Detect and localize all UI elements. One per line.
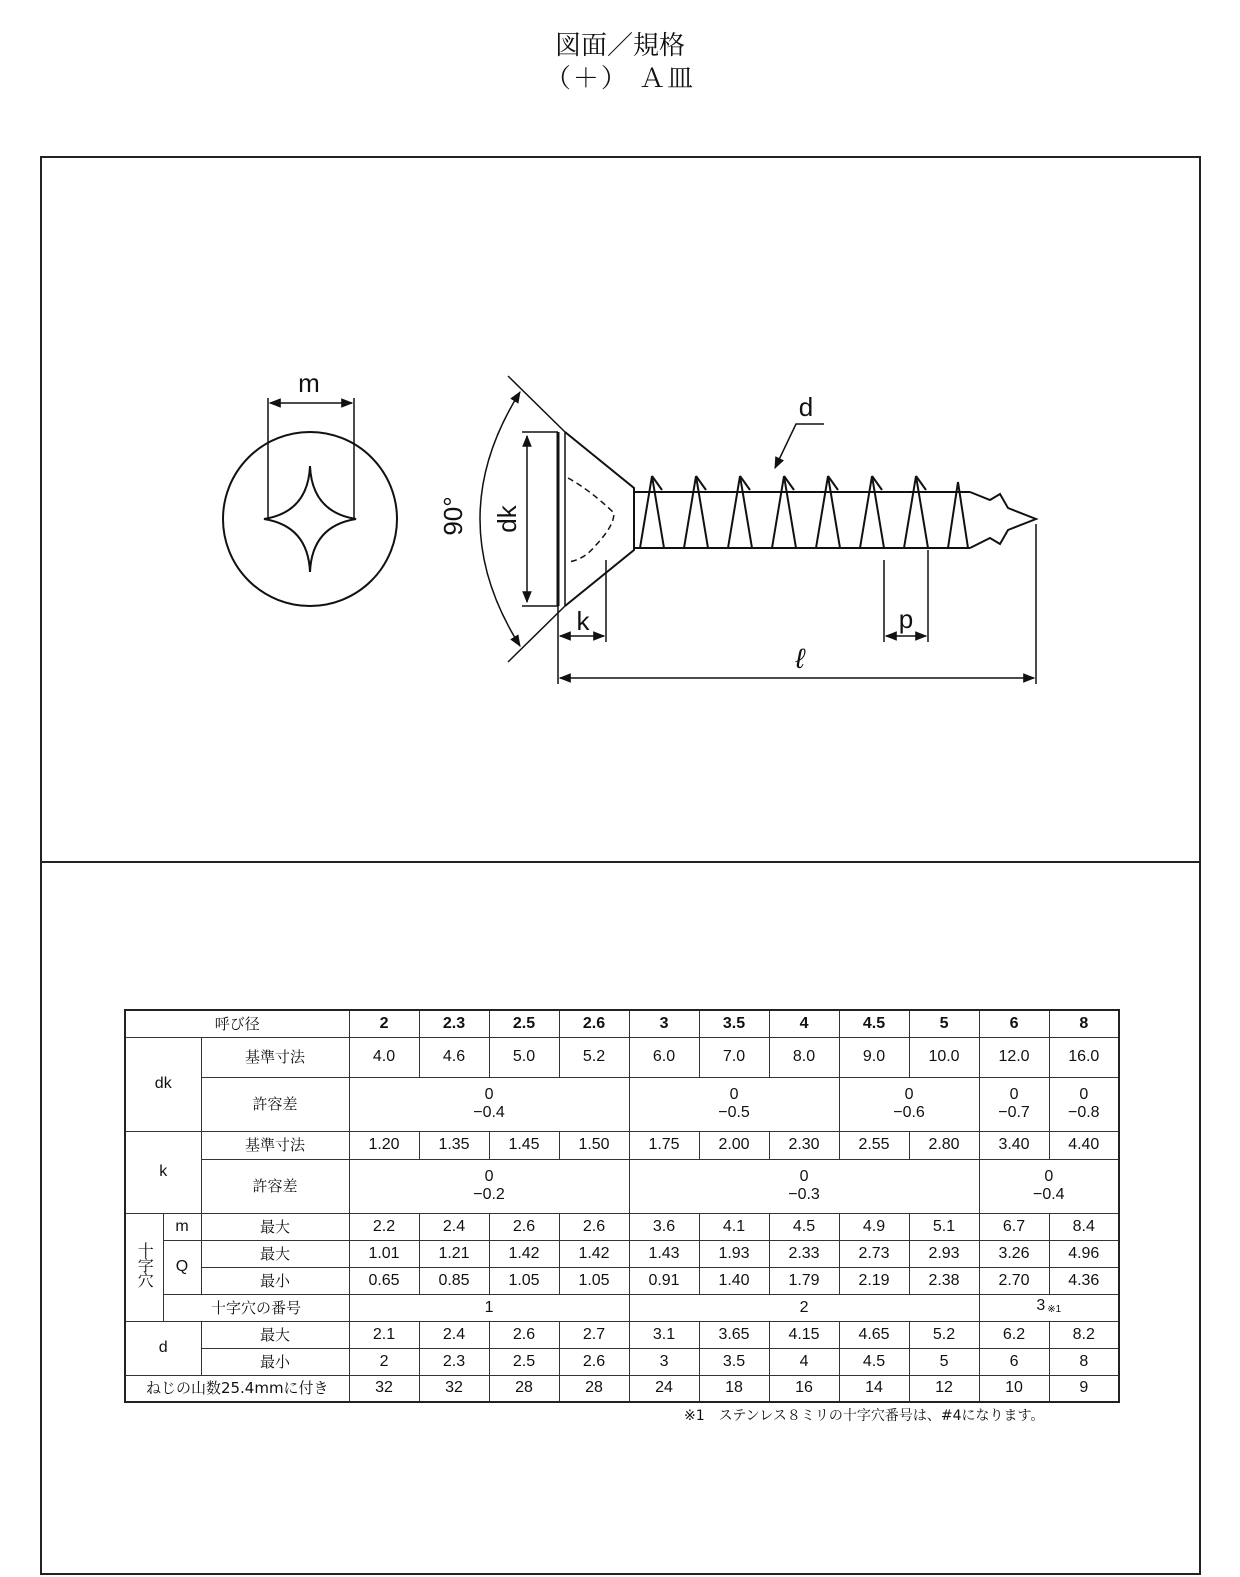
q-max-cell: 4.96 [1049, 1240, 1119, 1267]
q-max-cell: 1.42 [559, 1240, 629, 1267]
k-nominal-cell: 2.00 [699, 1131, 769, 1159]
dk-nominal-cell: 6.0 [629, 1037, 699, 1077]
m-dimension-label: m [298, 368, 320, 398]
d-min-cell: 2.3 [419, 1348, 489, 1375]
m-max-cell: 2.6 [489, 1213, 559, 1240]
d-min-cell: 3.5 [699, 1348, 769, 1375]
min-label: 最小 [201, 1348, 349, 1375]
tolerance-lower: −0.3 [788, 1186, 820, 1203]
q-max-cell: 1.01 [349, 1240, 419, 1267]
k-tolerance-cell [979, 1159, 1119, 1213]
q-min-cell: 1.05 [489, 1267, 559, 1294]
q-max-cell: 1.42 [489, 1240, 559, 1267]
tolerance-upper: 0 [484, 1168, 494, 1185]
table-row [125, 1321, 1119, 1348]
threads-cell: 16 [769, 1375, 839, 1402]
k-row-label: k [125, 1131, 201, 1213]
d-min-cell: 4 [769, 1348, 839, 1375]
dk-nominal-cell: 5.2 [559, 1037, 629, 1077]
table-row [125, 1037, 1119, 1077]
threads-cell: 32 [349, 1375, 419, 1402]
threads-cell: 28 [559, 1375, 629, 1402]
d-min-cell: 4.5 [839, 1348, 909, 1375]
threads-cell: 28 [489, 1375, 559, 1402]
d-min-cell: 2.5 [489, 1348, 559, 1375]
dk-nominal-cell: 16.0 [1049, 1037, 1119, 1077]
k-nominal-cell: 2.30 [769, 1131, 839, 1159]
table-row [125, 1077, 1119, 1131]
q-min-cell: 1.79 [769, 1267, 839, 1294]
d-max-cell: 2.7 [559, 1321, 629, 1348]
m-max-cell: 4.5 [769, 1213, 839, 1240]
m-max-cell: 5.1 [909, 1213, 979, 1240]
threads-label: ねじの山数25.4mmに付き [125, 1375, 349, 1402]
d-max-cell: 6.2 [979, 1321, 1049, 1348]
dk-tolerance-cell [629, 1077, 839, 1131]
m-max-cell: 4.9 [839, 1213, 909, 1240]
p-dimension-label: p [898, 604, 914, 634]
k-nominal-cell: 1.50 [559, 1131, 629, 1159]
k-nominal-cell: 4.40 [1049, 1131, 1119, 1159]
d-min-cell: 2 [349, 1348, 419, 1375]
dk-tolerance-label: 許容差 [201, 1077, 349, 1131]
k-tolerance-cell [629, 1159, 979, 1213]
table-row [125, 1240, 1119, 1267]
q-min-cell: 4.36 [1049, 1267, 1119, 1294]
threads-cell: 10 [979, 1375, 1049, 1402]
k-nominal-cell: 1.35 [419, 1131, 489, 1159]
d-max-cell: 2.6 [489, 1321, 559, 1348]
size-cell: 4.5 [839, 1010, 909, 1037]
angle-label: 90° [438, 496, 468, 536]
d-max-cell: 8.2 [1049, 1321, 1119, 1348]
q-max-cell: 2.93 [909, 1240, 979, 1267]
table-row [125, 1159, 1119, 1213]
dk-nominal-cell: 4.6 [419, 1037, 489, 1077]
nominal-diameter-label: 呼び径 [125, 1010, 349, 1037]
size-cell: 6 [979, 1010, 1049, 1037]
d-max-cell: 3.65 [699, 1321, 769, 1348]
q-max-cell: 2.73 [839, 1240, 909, 1267]
d-min-cell: 6 [979, 1348, 1049, 1375]
max-label: 最大 [201, 1321, 349, 1348]
table-row [125, 1010, 1119, 1037]
recess-row-label [125, 1213, 163, 1321]
k-nominal-cell: 2.55 [839, 1131, 909, 1159]
size-cell: 2 [349, 1010, 419, 1037]
tolerance-upper: 0 [1079, 1086, 1089, 1103]
tolerance-lower: −0.4 [473, 1104, 505, 1121]
dk-nominal-cell: 12.0 [979, 1037, 1049, 1077]
max-label: 最大 [201, 1240, 349, 1267]
dk-nominal-cell: 8.0 [769, 1037, 839, 1077]
size-cell: 5 [909, 1010, 979, 1037]
recess-label: 十字穴 [135, 1242, 155, 1287]
q-row-label: Q [163, 1240, 201, 1294]
k-nominal-cell: 2.80 [909, 1131, 979, 1159]
q-min-cell: 2.38 [909, 1267, 979, 1294]
dk-dimension-label: dk [492, 505, 522, 533]
footnote: ※1 ステンレス８ミリの十字穴番号は、#4になります。 [684, 1408, 1045, 1424]
k-tolerance-label: 許容差 [201, 1159, 349, 1213]
page-subtitle: （＋） Ａ皿 [544, 64, 696, 94]
m-max-cell: 3.6 [629, 1213, 699, 1240]
d-max-cell: 5.2 [909, 1321, 979, 1348]
q-min-cell: 1.40 [699, 1267, 769, 1294]
threads-cell: 24 [629, 1375, 699, 1402]
q-max-cell: 2.33 [769, 1240, 839, 1267]
max-label: 最大 [201, 1213, 349, 1240]
size-cell: 3 [629, 1010, 699, 1037]
size-cell: 2.6 [559, 1010, 629, 1037]
k-nominal-label: 基準寸法 [201, 1131, 349, 1159]
tolerance-lower: −0.7 [998, 1104, 1030, 1121]
recess-number-value: 3 [1036, 1296, 1046, 1314]
tolerance-upper: 0 [729, 1086, 739, 1103]
dk-tolerance-cell [1049, 1077, 1119, 1131]
recess-number-cell [979, 1294, 1119, 1321]
screw-side-view [480, 376, 1036, 684]
d-max-cell: 4.65 [839, 1321, 909, 1348]
threads-cell: 32 [419, 1375, 489, 1402]
tolerance-upper: 0 [1044, 1168, 1054, 1185]
d-min-cell: 3 [629, 1348, 699, 1375]
dk-tolerance-cell [349, 1077, 629, 1131]
page-title: 図面／規格 [554, 31, 685, 61]
recess-number-label: 十字穴の番号 [163, 1294, 349, 1321]
threads-cell: 14 [839, 1375, 909, 1402]
tolerance-lower: −0.8 [1067, 1104, 1100, 1121]
dk-nominal-cell: 5.0 [489, 1037, 559, 1077]
size-cell: 4 [769, 1010, 839, 1037]
length-dimension-label: ℓ [795, 643, 805, 674]
q-min-cell: 2.19 [839, 1267, 909, 1294]
table-row [125, 1348, 1119, 1375]
tolerance-lower: −0.6 [893, 1104, 925, 1121]
tolerance-upper: 0 [484, 1086, 494, 1103]
d-max-cell: 4.15 [769, 1321, 839, 1348]
recess-number-cell: 1 [349, 1294, 629, 1321]
k-nominal-cell: 1.45 [489, 1131, 559, 1159]
dk-tolerance-cell [839, 1077, 979, 1131]
size-cell: 2.5 [489, 1010, 559, 1037]
m-max-cell: 8.4 [1049, 1213, 1119, 1240]
table-row [125, 1131, 1119, 1159]
size-cell: 3.5 [699, 1010, 769, 1037]
m-row-label: m [163, 1213, 201, 1240]
tolerance-lower: −0.2 [473, 1186, 505, 1203]
table-row [125, 1294, 1119, 1321]
tolerance-upper: 0 [904, 1086, 914, 1103]
dk-tolerance-cell [979, 1077, 1049, 1131]
head-top-view [223, 398, 397, 606]
table-row [125, 1213, 1119, 1240]
m-max-cell: 6.7 [979, 1213, 1049, 1240]
footnote-mark: ※1 [1047, 1303, 1062, 1315]
q-min-cell: 0.85 [419, 1267, 489, 1294]
dk-nominal-cell: 10.0 [909, 1037, 979, 1077]
q-max-cell: 1.21 [419, 1240, 489, 1267]
table-row [125, 1375, 1119, 1402]
d-min-cell: 5 [909, 1348, 979, 1375]
dk-row-label: dk [125, 1037, 201, 1131]
q-max-cell: 1.43 [629, 1240, 699, 1267]
d-max-cell: 2.1 [349, 1321, 419, 1348]
q-max-cell: 1.93 [699, 1240, 769, 1267]
tolerance-lower: −0.5 [718, 1104, 750, 1121]
threads-cell: 9 [1049, 1375, 1119, 1402]
d-max-cell: 2.4 [419, 1321, 489, 1348]
table-row [125, 1267, 1119, 1294]
tolerance-upper: 0 [799, 1168, 809, 1185]
d-min-cell: 8 [1049, 1348, 1119, 1375]
tolerance-upper: 0 [1009, 1086, 1019, 1103]
m-max-cell: 2.2 [349, 1213, 419, 1240]
tolerance-lower: −0.4 [1032, 1186, 1065, 1203]
size-cell: 8 [1049, 1010, 1119, 1037]
q-min-cell: 2.70 [979, 1267, 1049, 1294]
k-nominal-cell: 1.75 [629, 1131, 699, 1159]
dk-nominal-cell: 7.0 [699, 1037, 769, 1077]
threads-cell: 12 [909, 1375, 979, 1402]
recess-number-cell: 2 [629, 1294, 979, 1321]
d-row-label: d [125, 1321, 201, 1375]
dk-nominal-label: 基準寸法 [201, 1037, 349, 1077]
d-dimension-label: d [798, 392, 814, 422]
q-min-cell: 0.65 [349, 1267, 419, 1294]
q-min-cell: 0.91 [629, 1267, 699, 1294]
size-cell: 2.3 [419, 1010, 489, 1037]
q-min-cell: 1.05 [559, 1267, 629, 1294]
k-dimension-label: k [576, 606, 590, 636]
m-max-cell: 2.6 [559, 1213, 629, 1240]
m-max-cell: 4.1 [699, 1213, 769, 1240]
spec-table [124, 1009, 1120, 1403]
dk-nominal-cell: 9.0 [839, 1037, 909, 1077]
k-nominal-cell: 3.40 [979, 1131, 1049, 1159]
k-tolerance-cell [349, 1159, 629, 1213]
m-max-cell: 2.4 [419, 1213, 489, 1240]
d-min-cell: 2.6 [559, 1348, 629, 1375]
threads-cell: 18 [699, 1375, 769, 1402]
dk-nominal-cell: 4.0 [349, 1037, 419, 1077]
min-label: 最小 [201, 1267, 349, 1294]
k-nominal-cell: 1.20 [349, 1131, 419, 1159]
d-max-cell: 3.1 [629, 1321, 699, 1348]
q-max-cell: 3.26 [979, 1240, 1049, 1267]
